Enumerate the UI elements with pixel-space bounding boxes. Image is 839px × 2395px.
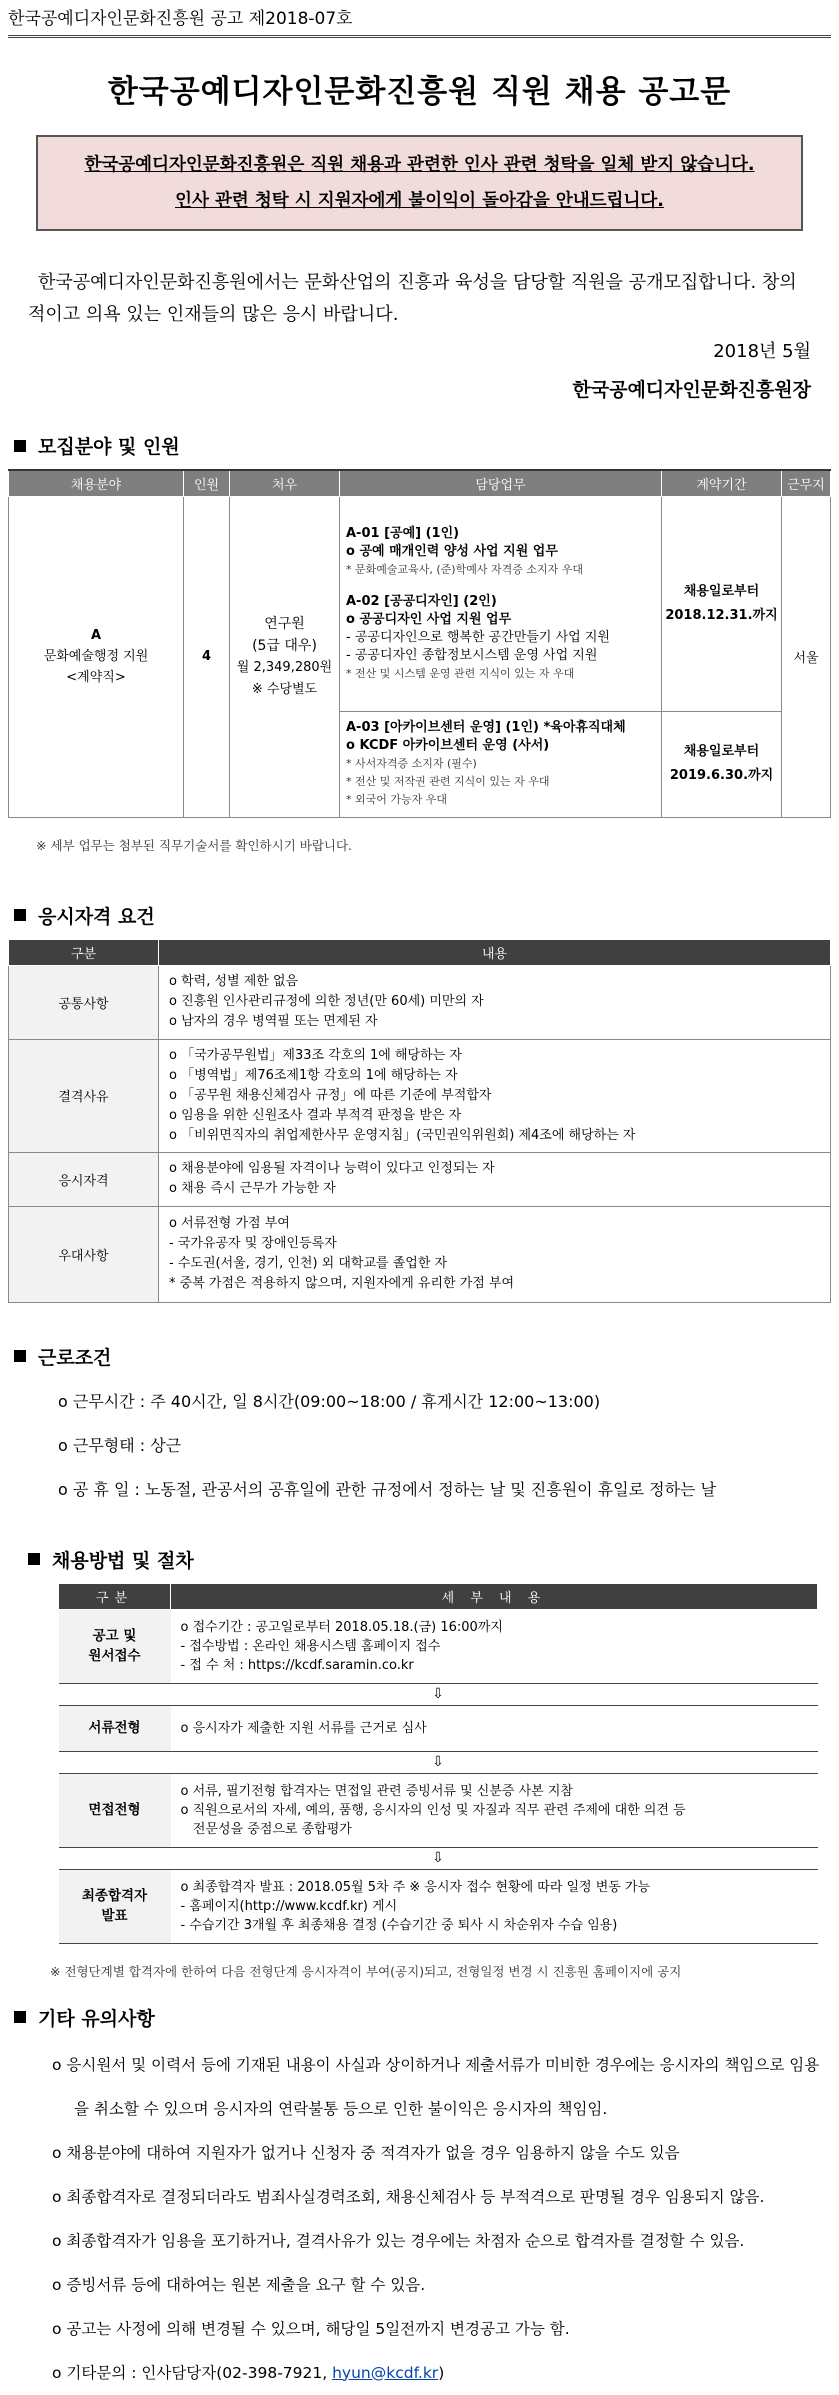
recruit-table — [8, 469, 831, 818]
col-header: 채용분야 — [9, 470, 184, 496]
list-item: o 최종합격자가 임용을 포기하거나, 결격사유가 있는 경우에는 차점자 순으로 합격자를 결정할 수 있음. — [52, 2231, 745, 2250]
announcement-date: 2018년 5월 — [713, 341, 811, 362]
process-step-label: 최종합격자 발표 — [59, 1869, 171, 1943]
col-header: 계약기간 — [662, 470, 782, 496]
process-step-content: o 접수기간 : 공고일로부터 2018.05.18.(금) 16:00까지 - 접수방법 : 온라인 채용시스템 홈페이지 접수 - 접 수 처 : https://kcdf.saramin.co.kr — [171, 1609, 818, 1683]
down-arrow-icon: ⇩ — [59, 1683, 818, 1705]
warning-line-1: 한국공예디자인문화진흥원은 직원 채용과 관련한 인사 관련 청탁을 일체 받지 않습니다. — [84, 155, 755, 175]
intro-text: 한국공예디자인문화진흥원에서는 문화산업의 진흥과 육성을 담당할 직원을 공개모집합니다. 창의적이고 의욕 있는 인재들의 많은 응시 바랍니다. — [28, 272, 797, 325]
duties-cell-2: A-03 [아카이브센터 운영] (1인) *육아휴직대체 o KCDF 아카이브센터 운영 (사서) * 사서자격증 소지자 (필수) * 전산 및 저작권 관련 지식이 있는 자 우대 * 외국어 가능자 우대 — [340, 711, 662, 817]
notice-number: 한국공예디자인문화진흥원 공고 제2018-07호 — [8, 0, 831, 38]
process-step-label: 공고 및 원서접수 — [59, 1609, 171, 1683]
contact-item: o 기타문의 : 인사담당자(02-398-7921, hyun@kcdf.kr) — [52, 2363, 445, 2382]
square-bullet-icon — [14, 1350, 26, 1362]
qualify-label: 우대사항 — [9, 1206, 159, 1302]
col-header: 처우 — [230, 470, 340, 496]
count-cell: 4 — [184, 496, 230, 817]
section-work-heading: 근로조건 — [14, 1343, 831, 1370]
period-cell-1: 채용일로부터 2018.12.31.까지 — [662, 496, 782, 711]
col-header: 내용 — [159, 939, 831, 965]
list-item: o 공 휴 일 : 노동절, 관공서의 공휴일에 관한 규정에서 정하는 날 및 진흥원이 휴일로 정하는 날 — [58, 1479, 717, 1499]
process-step-content: o 응시자가 제출한 지원 서류를 근거로 심사 — [171, 1705, 818, 1751]
list-item: o 공고는 사정에 의해 변경될 수 있으며, 해당일 5일전까지 변경공고 가능 함. — [52, 2319, 570, 2338]
col-header: 세 부 내 용 — [171, 1583, 818, 1609]
down-arrow-icon: ⇩ — [59, 1847, 818, 1869]
process-note: ※ 전형단계별 합격자에 한하여 다음 전형단계 응시자격이 부여(공지)되고, 전형일정 변경 시 진흥원 홈페이지에 공지 — [50, 1963, 682, 1979]
qualify-label: 결격사유 — [9, 1039, 159, 1152]
square-bullet-icon — [14, 440, 26, 452]
col-header: 담당업무 — [340, 470, 662, 496]
qualify-label: 응시자격 — [9, 1152, 159, 1206]
list-item: o 근무시간 : 주 40시간, 일 8시간(09:00~18:00 / 휴게시간 12:00~13:00) — [58, 1391, 601, 1411]
col-header: 근무지 — [782, 470, 831, 496]
square-bullet-icon — [28, 1553, 40, 1565]
process-step-label: 서류전형 — [59, 1705, 171, 1751]
warning-box — [36, 135, 803, 231]
process-table — [58, 1583, 818, 1944]
section-etc-heading: 기타 유의사항 — [14, 2004, 831, 2031]
col-header: 구분 — [59, 1583, 171, 1609]
section-qualify-heading: 응시자격 요건 — [14, 902, 831, 929]
work-conditions — [58, 1380, 831, 1512]
col-header: 구분 — [9, 939, 159, 965]
period-cell-2: 채용일로부터 2019.6.30.까지 — [662, 711, 782, 817]
list-item: o 근무형태 : 상근 — [58, 1435, 182, 1455]
list-item: o 채용분야에 대하여 지원자가 없거나 신청자 중 적격자가 없을 경우 임용하지 않을 수도 있음 — [52, 2143, 680, 2162]
contact-email-link[interactable]: hyun@kcdf.kr — [332, 2363, 439, 2382]
process-step-label: 면접전형 — [59, 1773, 171, 1847]
qualify-content: o 학력, 성별 제한 없음 o 진흥원 인사관리규정에 의한 정년(만 60세) 미만의 자 o 남자의 경우 병역필 또는 면제된 자 — [159, 965, 831, 1039]
place-cell: 서울 — [782, 496, 831, 817]
list-item: o 증빙서류 등에 대하여는 원본 제출을 요구 할 수 있음. — [52, 2275, 426, 2294]
issuer-name: 한국공예디자인문화진흥원장 — [572, 379, 811, 401]
square-bullet-icon — [14, 2011, 26, 2023]
qualify-table — [8, 939, 831, 1303]
qualify-content: o 「국가공무원법」제33조 각호의 1에 해당하는 자 o 「병역법」제76조제1항 각호의 1에 해당하는 자 o 「공무원 채용신체검사 규정」에 따른 기준에 부적합자 o 임용을 위한 신원조사 결과 부적격 판정을 받은 자 o 「비위면직자의 취업제한사무 운영지침」(국민권익위원회) 제4조에 해당하는 자 — [159, 1039, 831, 1152]
process-step-content: o 최종합격자 발표 : 2018.05월 5차 주 ※ 응시자 접수 현황에 따라 일정 변동 가능 - 홈페이지(http://www.kcdf.kr) 게시 - 수습기간 3개월 후 최종채용 결정 (수습기간 중 퇴사 시 차순위자 수습 임용) — [171, 1869, 818, 1943]
qualify-content: o 채용분야에 임용될 자격이나 능력이 있다고 인정되는 자 o 채용 즉시 근무가 가능한 자 — [159, 1152, 831, 1206]
list-item: o 최종합격자로 결정되더라도 범죄사실경력조회, 채용신체검사 등 부적격으로 판명될 경우 임용되지 않음. — [52, 2187, 765, 2206]
square-bullet-icon — [14, 909, 26, 921]
process-step-content: o 서류, 필기전형 합격자는 면접일 관련 증빙서류 및 신분증 사본 지참 o 직원으로서의 자세, 예의, 품행, 응시자의 인성 및 자질과 직무 관련 주제에 대한 의견 등 전문성을 중점으로 종합평가 — [171, 1773, 818, 1847]
down-arrow-icon: ⇩ — [59, 1751, 818, 1773]
list-item: o 응시원서 및 이력서 등에 기재된 내용이 사실과 상이하거나 제출서류가 미비한 경우에는 응시자의 책임으로 임용을 취소할 수 있으며 응시자의 연락불통 등으로 인한 불이익은 응시자의 책임임. — [52, 2055, 820, 2118]
section-recruit-heading: 모집분야 및 인원 — [14, 432, 831, 459]
field-cell: A 문화예술행정 지원 <계약직> — [9, 496, 184, 817]
etc-list — [52, 2043, 831, 2395]
section-process-heading: 채용방법 및 절차 — [28, 1546, 831, 1573]
qualify-content: o 서류전형 가점 부여 - 국가유공자 및 장애인등록자 - 수도권(서울, 경기, 인천) 외 대학교를 졸업한 자 * 중복 가점은 적용하지 않으며, 지원자에게 유리한 가점 부여 — [159, 1206, 831, 1302]
pay-cell: 연구원 (5급 대우) 월 2,349,280원 ※ 수당별도 — [230, 496, 340, 817]
duties-cell-1: A-01 [공예] (1인) o 공예 매개인력 양성 사업 지원 업무 * 문화예술교육사, (준)학예사 자격증 소지자 우대 A-02 [공공디자인] (2인) o 공공디자인 사업 지원 업무 - 공공디자인으로 행복한 공간만들기 사업 지원 - 공공디자인 종합정보시스템 운영 사업 지원 * 전산 및 시스템 운영 관련 지식이 있는 자 우대 — [340, 496, 662, 711]
recruit-note: ※ 세부 업무는 첨부된 직무기술서를 확인하시기 바랍니다. — [36, 837, 353, 853]
page-title: 한국공예디자인문화진흥원 직원 채용 공고문 — [107, 74, 732, 110]
warning-line-2: 인사 관련 청탁 시 지원자에게 불이익이 돌아감을 안내드립니다. — [175, 191, 664, 211]
qualify-label: 공통사항 — [9, 965, 159, 1039]
col-header: 인원 — [184, 470, 230, 496]
